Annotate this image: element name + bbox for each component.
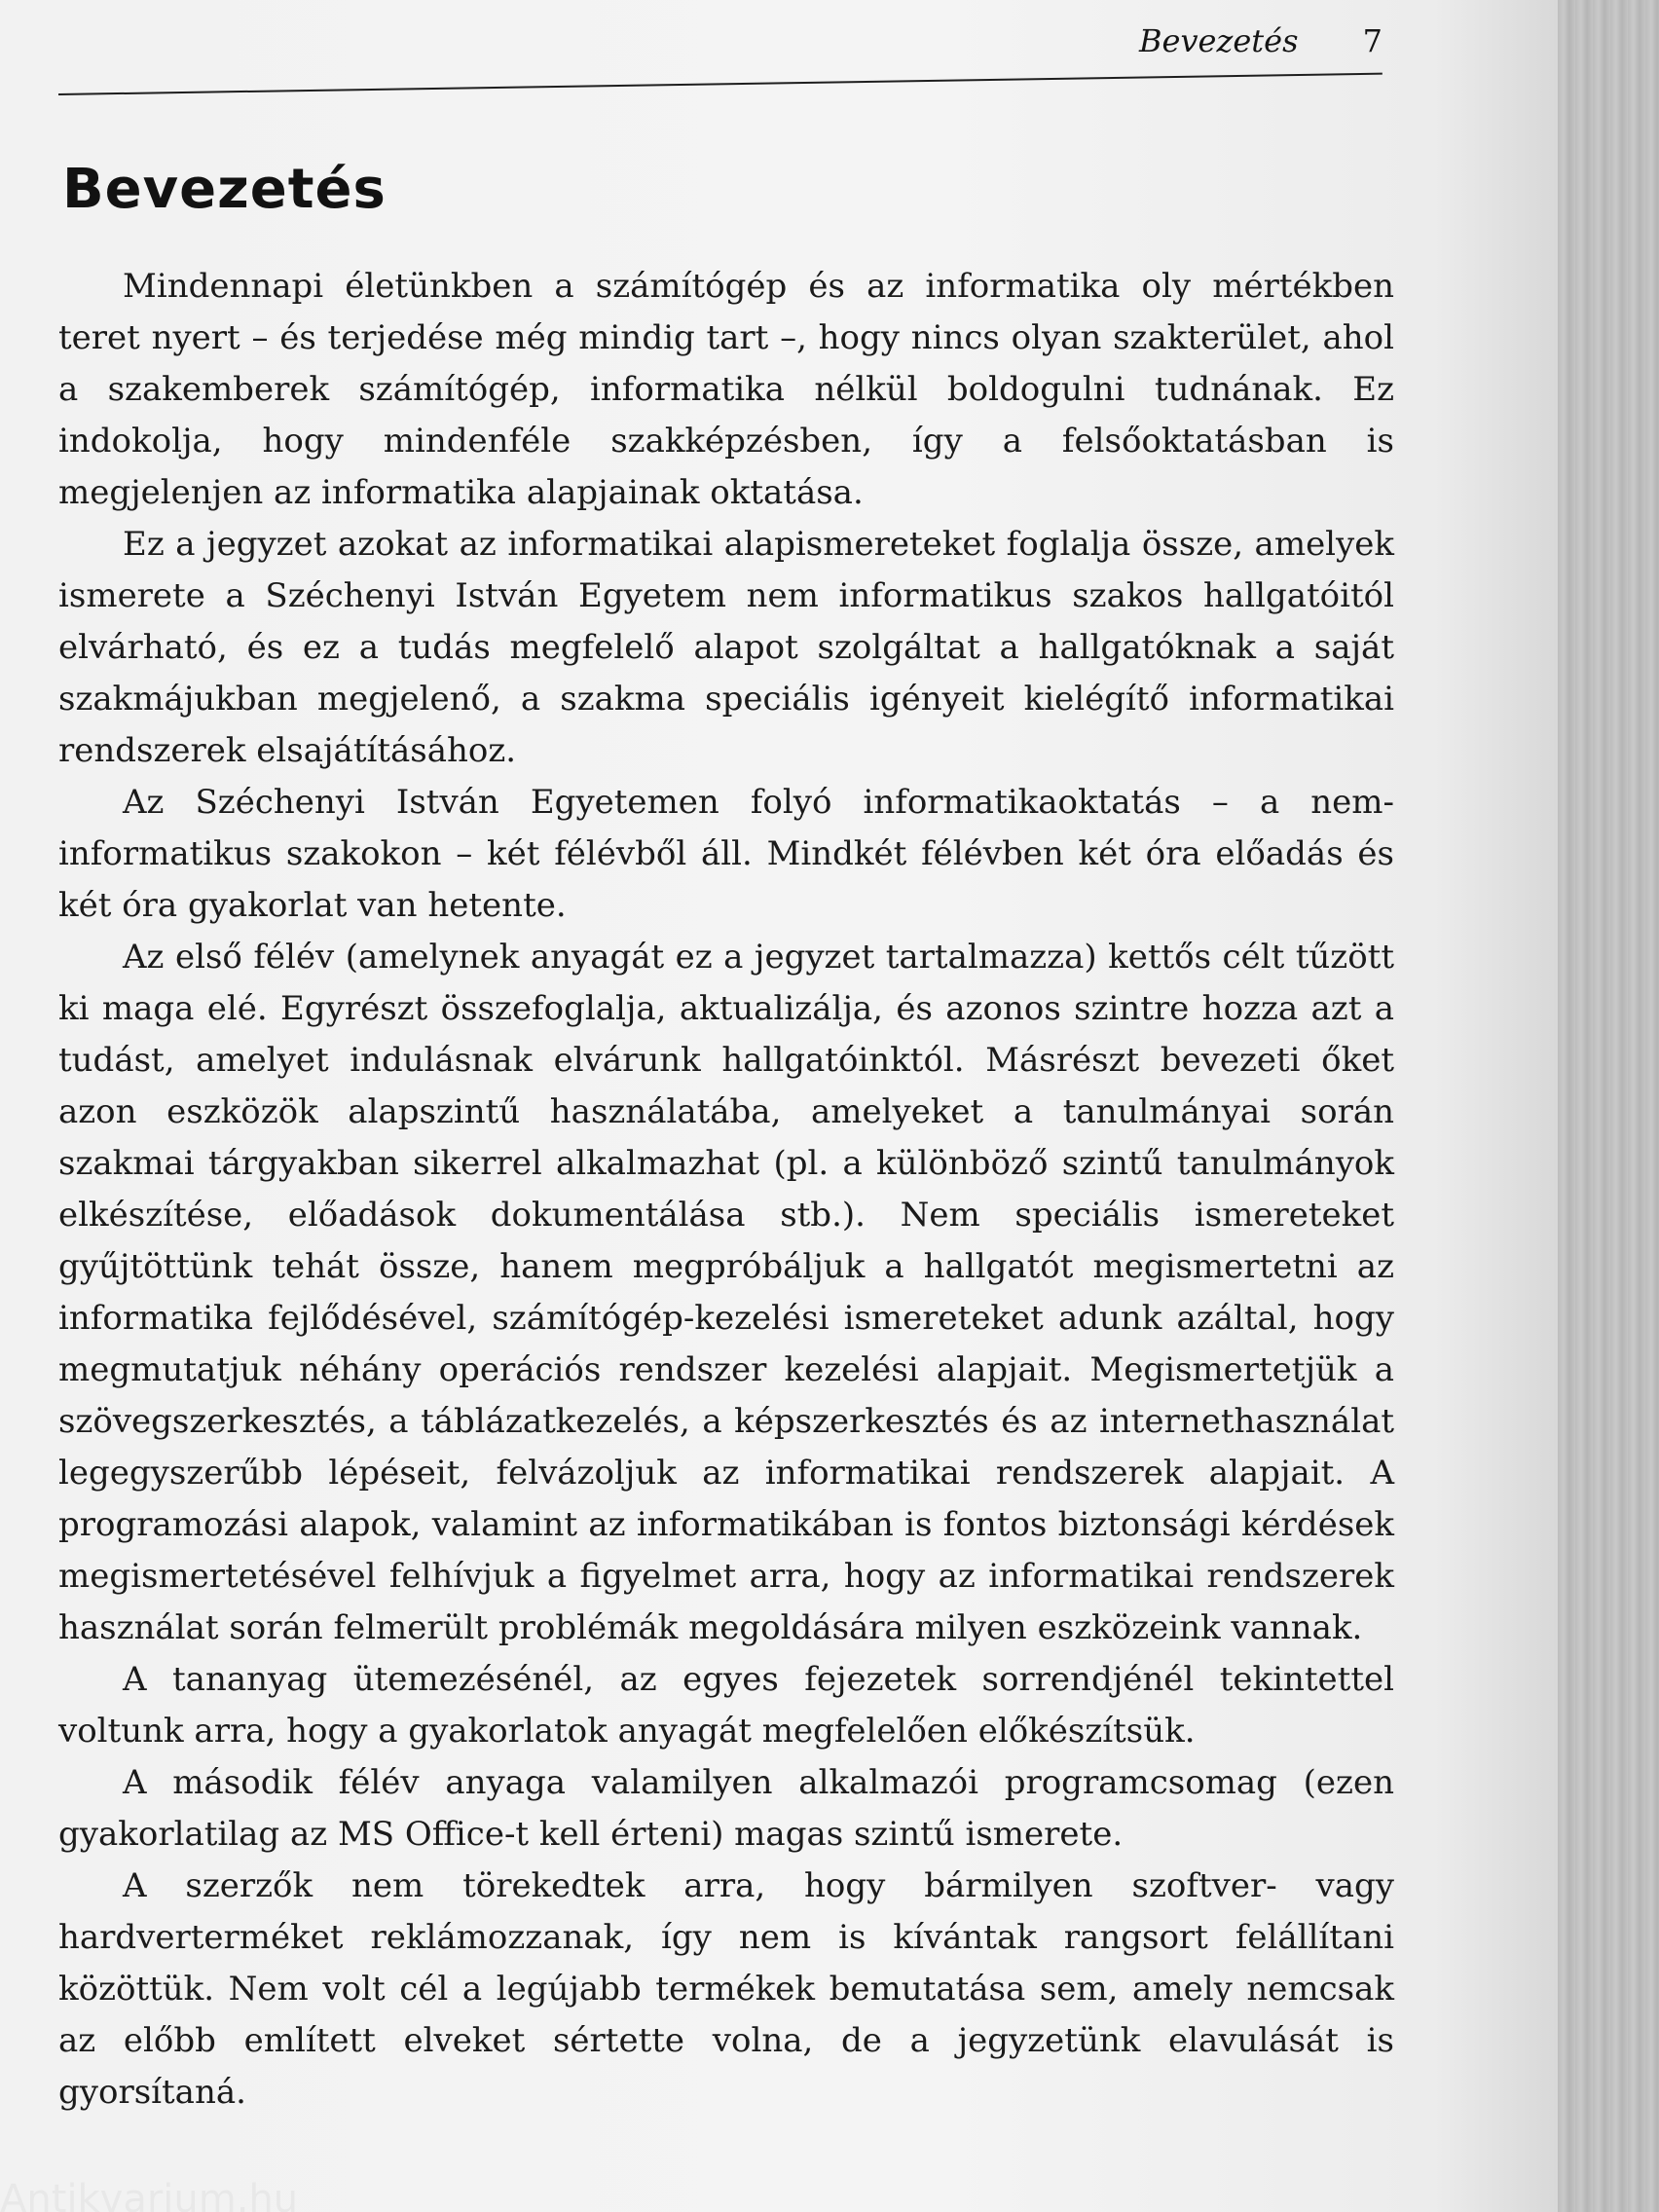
running-header	[1139, 21, 1382, 60]
running-title: Bevezetés	[1139, 22, 1299, 59]
header-rule	[58, 73, 1382, 95]
paragraph-1: Mindennapi életünkben a számítógép és az informatika oly mértékben teret nyert – és terjedése még mindig tart –, hogy nincs olyan szakterület, ahol a szakemberek számítógép, informatika nélkül boldogulni tudnának. Ez indokolja, hogy mindenféle szakképzésben, így a felsőoktatásban is megjelenjen az informatika alapjainak oktatása.	[58, 267, 1394, 512]
page-edge-shadow	[1558, 0, 1659, 2212]
paragraph-2: Ez a jegyzet azokat az informatikai alapismereteket foglalja össze, amelyek ismerete a Széchenyi István Egyetem nem informatikus szakos hallgatóitól elvárható, és ez a tudás megfelelő alapot szolgáltat a hallgatóknak a saját szakmájukban megjelenő, a szakma speciális igényeit kielégítő informatikai rendszerek elsajátításához.	[58, 525, 1394, 770]
paragraph-5: A tananyag ütemezésénél, az egyes fejezetek sorrendjénél tekintettel voltunk arra, hogy a gyakorlatok anyagát megfelelően előkészítsük.	[58, 1660, 1394, 1751]
chapter-title: Bevezetés	[62, 158, 387, 221]
body-text	[58, 261, 1394, 2119]
paragraph-4: Az első félév (amelynek anyagát ez a jegyzet tartalmazza) kettős célt tűzött ki maga elé. Egyrészt összefoglalja, aktualizálja, és azonos szintre hozza azt a tudást, amelyet indulásnak elvárunk hallgatóinktól. Másrészt bevezeti őket azon eszközök alapszintű használatába, amelyeket a tanulmányai során szakmai tárgyakban sikerrel alkalmazhat (pl. a különböző szintű tanulmányok elkészítése, előadások dokumentálása stb.). Nem speciális ismereteket gyűjtöttünk tehát össze, hanem megpróbáljuk a hallgatót megismertetni az informatika fejlődésével, számítógép-kezelési ismereteket adunk azáltal, hogy megmutatjuk néhány operációs rendszer kezelési alapjait. Megismertetjük a szövegszerkesztés, a táblázatkezelés, a képszerkesztés és az internethasználat legegyszerűbb lépéseit, felvázoljuk az informatikai rendszerek alapjait. A programozási alapok, valamint az informatikában is fontos biztonsági kérdések megismertetésével felhívjuk a figyelmet arra, hogy az informatikai rendszerek használat során felmerült problémák megoldására milyen eszközeink vannak.	[58, 938, 1394, 1647]
watermark: Antikvarium.hu	[0, 2177, 299, 2212]
page-number: 7	[1362, 22, 1382, 59]
paragraph-3: Az Széchenyi István Egyetemen folyó informatikaoktatás – a nem-informatikus szakokon – két félévből áll. Mindkét félévben két óra előadás és két óra gyakorlat van hetente.	[58, 783, 1394, 925]
paragraph-6: A második félév anyaga valamilyen alkalmazói programcsomag (ezen gyakorlatilag az MS Office-t kell érteni) magas szintű ismerete.	[58, 1763, 1394, 1854]
paragraph-7: A szerzők nem törekedtek arra, hogy bármilyen szoftver- vagy hardverterméket reklámozzanak, így nem is kívántak rangsort felállítani közöttük. Nem volt cél a legújabb termékek bemutatása sem, amely nemcsak az előbb említett elveket sértette volna, de a jegyzetünk elavulását is gyorsítaná.	[58, 1866, 1394, 2112]
